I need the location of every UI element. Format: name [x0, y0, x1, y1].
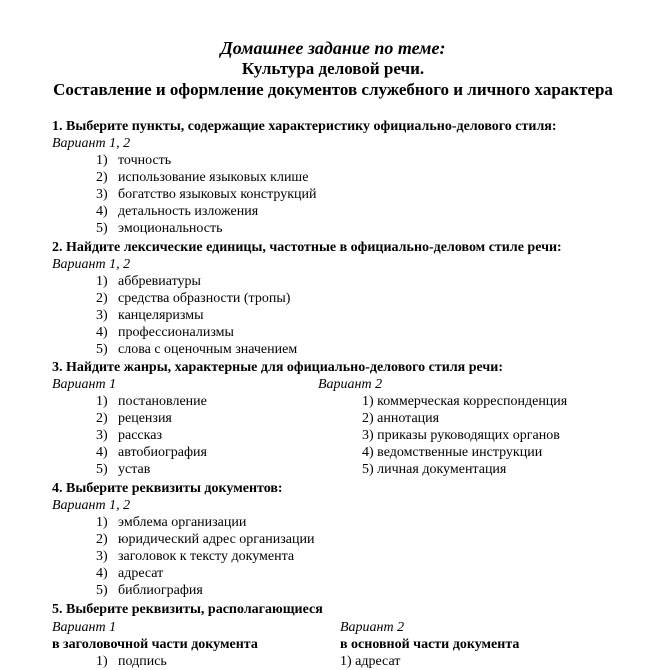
homework-topic-label: Домашнее задание по теме:: [220, 38, 446, 58]
list-item: 3) заголовок к тексту документа: [96, 549, 295, 564]
question-3-title: 3. Найдите жанры, характерные для официально-делового стиля речи:: [52, 360, 504, 375]
list-item: 5) устав: [96, 462, 151, 477]
list-item: 4) профессионализмы: [96, 325, 234, 340]
question-3-variant-2: Вариант 2: [318, 377, 383, 392]
list-item: 5) личная документация: [362, 462, 507, 477]
list-item: 2) использование языковых клише: [96, 170, 309, 185]
list-item: 4) адресат: [96, 566, 164, 581]
list-item: 1) аббревиатуры: [96, 274, 201, 289]
question-5-variant-2: Вариант 2: [340, 620, 405, 635]
list-item: 3) канцеляризмы: [96, 308, 204, 323]
question-4-variant: Вариант 1, 2: [52, 498, 131, 513]
list-item: 4) автобиография: [96, 445, 207, 460]
list-item: 2) рецензия: [96, 411, 172, 426]
list-item: 3) приказы руководящих органов: [362, 428, 560, 443]
list-item: 1) подпись: [96, 654, 167, 669]
list-item: 5) библиография: [96, 583, 203, 598]
list-item: 1) коммерческая корреспонденция: [362, 394, 568, 409]
list-item: 2) юридический адрес организации: [96, 532, 315, 547]
list-item: 5) слова с оценочным значением: [96, 342, 298, 357]
question-3-variant-1: Вариант 1: [52, 377, 117, 392]
list-item: 1) адресат: [340, 654, 401, 669]
question-5-subheading-2: в основной части документа: [340, 637, 520, 652]
list-item: 1) эмблема организации: [96, 515, 247, 530]
list-item: 2) средства образности (тропы): [96, 291, 291, 306]
homework-subtitle: Составление и оформление документов служебного и личного характера: [53, 80, 613, 99]
list-item: 4) ведомственные инструкции: [362, 445, 543, 460]
list-item: 5) эмоциональность: [96, 221, 223, 236]
question-1-title: 1. Выберите пункты, содержащие характеристику официально-делового стиля:: [52, 119, 557, 134]
homework-topic: Культура деловой речи.: [241, 59, 425, 78]
list-item: 1) точность: [96, 153, 172, 168]
question-1-variant: Вариант 1, 2: [52, 136, 131, 151]
question-5-subheading-1: в заголовочной части документа: [52, 637, 258, 652]
list-item: 1) постановление: [96, 394, 207, 409]
list-item: 4) детальность изложения: [96, 204, 259, 219]
question-5-variant-1: Вариант 1: [52, 620, 117, 635]
question-5-title: 5. Выберите реквизиты, располагающиеся: [52, 602, 323, 617]
list-item: 3) богатство языковых конструкций: [96, 187, 317, 202]
list-item: 2) аннотация: [362, 411, 440, 426]
question-4-title: 4. Выберите реквизиты документов:: [52, 481, 283, 496]
question-2-variant: Вариант 1, 2: [52, 257, 131, 272]
list-item: 3) рассказ: [96, 428, 162, 443]
question-2-title: 2. Найдите лексические единицы, частотные в официально-деловом стиле речи:: [52, 240, 562, 255]
